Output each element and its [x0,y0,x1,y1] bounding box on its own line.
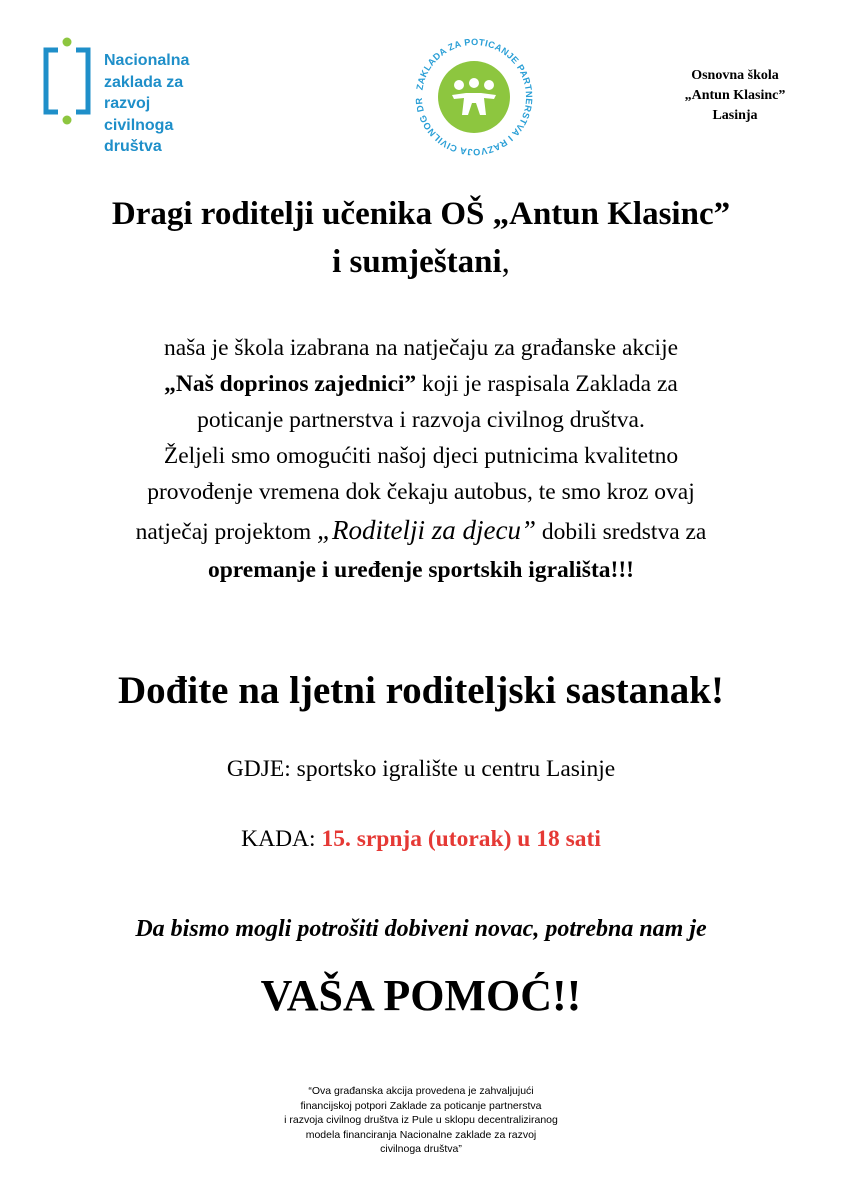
ring-text: ZAKLADA ZA POTICANJE PARTNERSTVA I RAZVOJA CIVILNOG DR [414,36,534,158]
foundation-logo-icon [414,33,534,158]
nzrcd-logo [40,36,220,166]
nzrcd-line: civilnoga [104,116,174,134]
footnote [0,1084,842,1157]
body-paragraph [0,330,842,588]
nzrcd-line: zaklada za [104,73,184,91]
body-line [0,552,842,588]
project-name: „Naš doprinos zajednici” [164,371,417,397]
body-line: Željeli smo omogućiti našoj djeci putnicima kvalitetno [163,443,679,469]
when-line [0,826,842,853]
footnote-line: financijskoj potpori Zaklade za poticanje partnerstva [300,1099,542,1112]
meeting-invitation: Dođite na ljetni roditeljski sastanak! [118,669,724,712]
footnote-line: i razvoja civilnog društva iz Pule u sklopu decentraliziranog [284,1114,558,1126]
footnote-line: “Ova građanska akcija provedena je zahvaljujući [308,1085,534,1097]
school-line: Lasinja [712,108,758,123]
body-line [0,510,842,552]
headline-line1: Dragi roditelji učenika OŠ „Antun Klasinc” [111,196,731,232]
school-line: Osnovna škola [691,68,779,83]
nzrcd-line: Nacionalna [104,52,190,69]
nzrcd-logo-text [104,50,189,158]
where-line: GDJE: sportsko igralište u centru Lasinje [226,756,616,782]
school-header [660,66,810,126]
body-line: naša je škola izabrana na natječaju za građanske akcije [163,335,679,361]
body-text: dobili sredstva za [536,519,707,545]
body-line: provođenje vremena dok čekaju autobus, te smo kroz ovaj [147,479,695,505]
footnote-line: civilnoga društva” [380,1143,462,1155]
body-text: natječaj projektom [135,519,318,545]
help-heading: VAŠA POMOĆ!! [260,971,582,1020]
help-line: Da bismo mogli potrošiti dobiveni novac, potrebna nam je [135,916,707,942]
when-label: KADA: [241,826,322,852]
headline-line2-text: i sumještani [332,244,502,280]
bracket-logo-icon [40,36,100,136]
body-emphasis: opremanje i uređenje sportskih igrališta!!! [207,557,635,583]
body-line [0,366,842,402]
foundation-logo [414,33,534,158]
nzrcd-line: društva [104,138,162,155]
headline-line2 [0,244,842,281]
school-line: „Antun Klasinc” [684,88,786,103]
body-text: koji je raspisala Zaklada za [416,371,678,397]
body-line: poticanje partnerstva i razvoja civilnog društva. [197,407,645,433]
project-title: „Roditelji za djecu” [317,515,537,545]
headline-punct: , [501,244,510,280]
footnote-line: modela financiranja Nacionalne zaklade za razvoj [305,1128,537,1141]
when-value: 15. srpnja (utorak) u 18 sati [321,826,601,852]
nzrcd-line: razvoj [104,95,151,112]
